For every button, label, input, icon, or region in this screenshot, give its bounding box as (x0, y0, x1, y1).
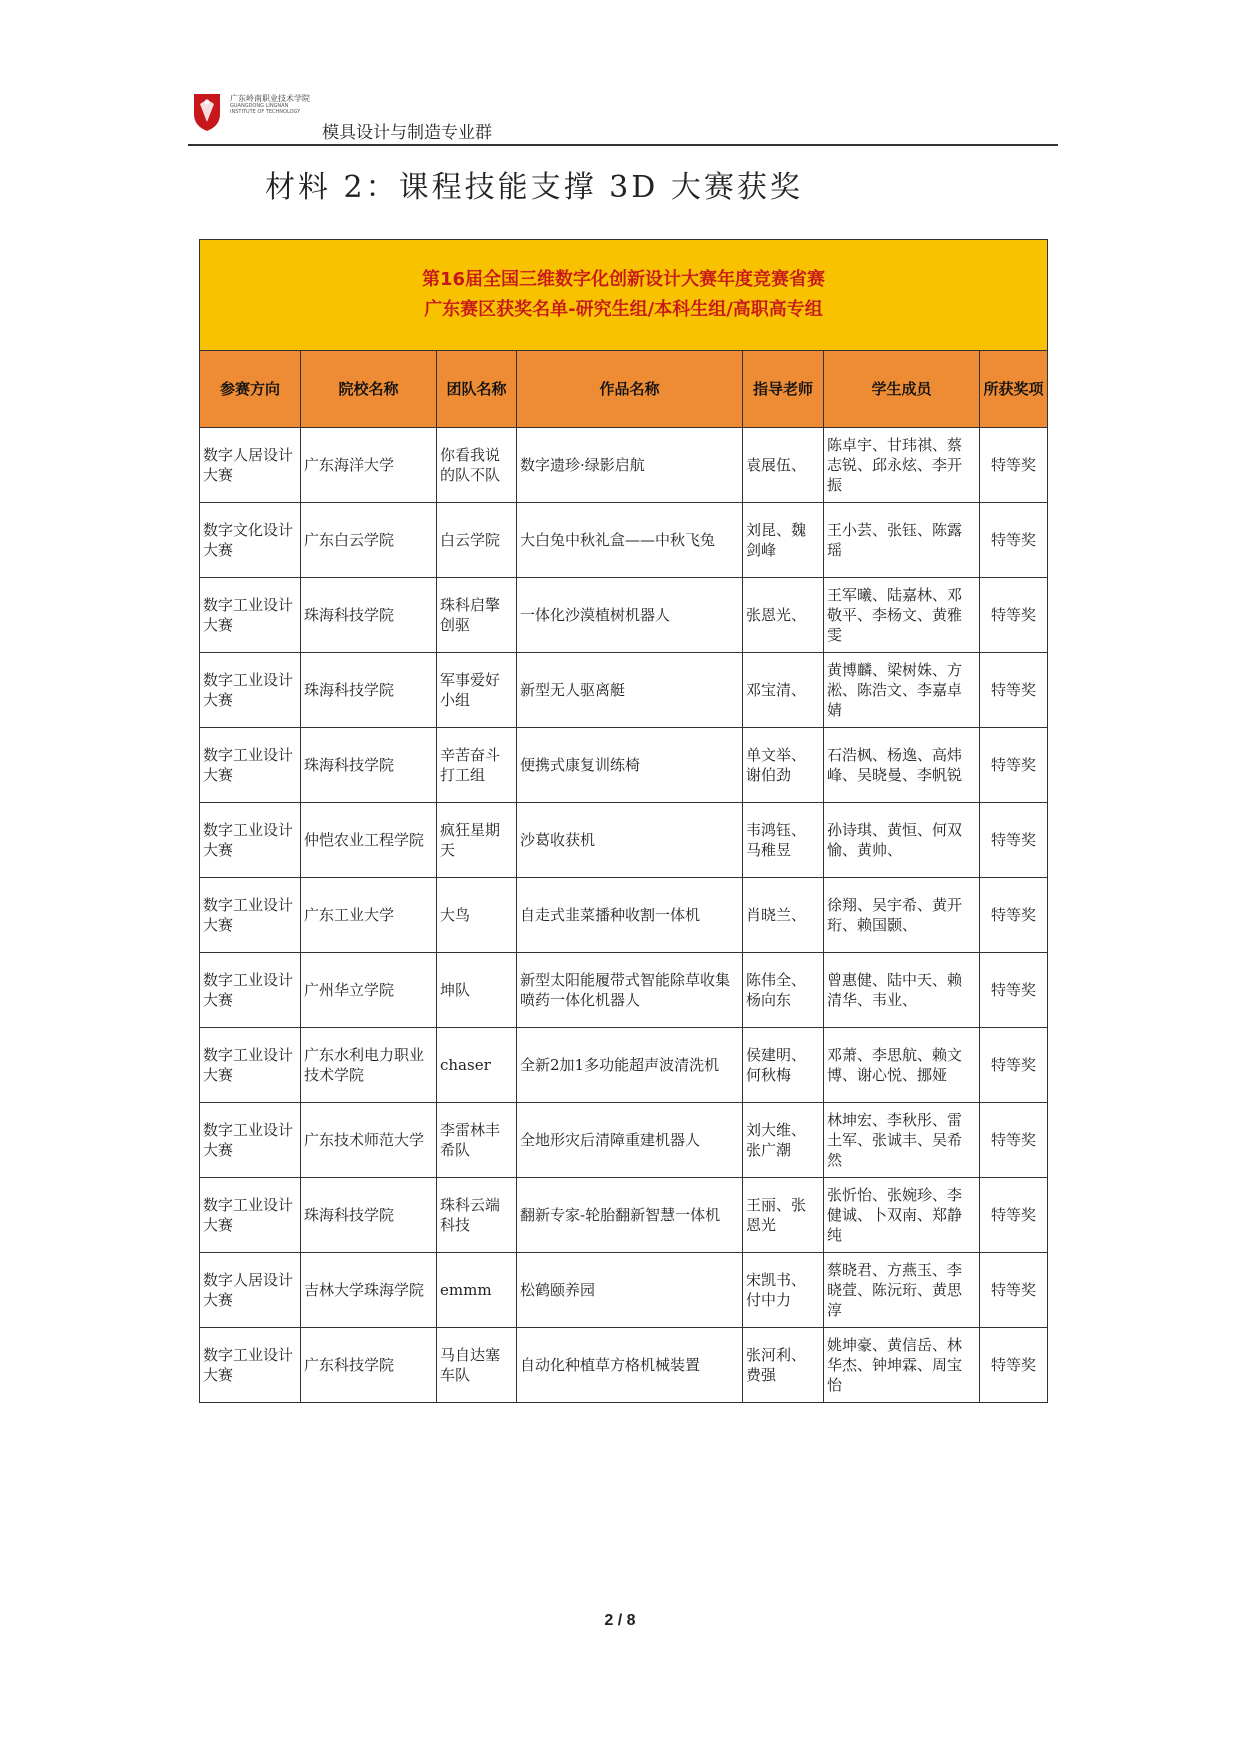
table-row (200, 578, 1048, 653)
school-cell: 广东白云学院 (301, 503, 437, 578)
work-title-cell: 翻新专家-轮胎翻新智慧一体机 (517, 1178, 743, 1253)
award-cell: 特等奖 (980, 728, 1048, 803)
award-cell: 特等奖 (980, 878, 1048, 953)
students-cell: 黄博麟、梁树姝、方淞、陈浩文、李嘉卓婧 (824, 653, 980, 728)
specialty-group-name: 模具设计与制造专业群 (322, 123, 492, 143)
table-row (200, 1253, 1048, 1328)
award-cell: 特等奖 (980, 503, 1048, 578)
school-cell: 广东科技学院 (301, 1328, 437, 1403)
page-header (188, 88, 1058, 146)
advisor-cell: 韦鸿钰、马稚昱 (743, 803, 824, 878)
team-cell: 李雷林丰希队 (437, 1103, 517, 1178)
advisor-cell: 单文举、谢伯劲 (743, 728, 824, 803)
page-number: 2 / 8 (604, 1612, 636, 1629)
work-title-cell: 全新2加1多功能超声波清洗机 (517, 1028, 743, 1103)
advisor-cell: 刘大维、张广潮 (743, 1103, 824, 1178)
table-banner (200, 240, 1048, 351)
team-cell: 你看我说的队不队 (437, 428, 517, 503)
category-cell: 数字工业设计大赛 (200, 953, 301, 1028)
team-cell: 军事爱好小组 (437, 653, 517, 728)
table-row (200, 728, 1048, 803)
column-header: 团队名称 (437, 351, 517, 428)
table-row (200, 803, 1048, 878)
category-cell: 数字工业设计大赛 (200, 878, 301, 953)
students-cell: 孙诗琪、黄恒、何双愉、黄帅、 (824, 803, 980, 878)
advisor-cell: 张恩光、 (743, 578, 824, 653)
table-row (200, 953, 1048, 1028)
award-cell: 特等奖 (980, 1028, 1048, 1103)
team-cell: emmm (437, 1253, 517, 1328)
work-title-cell: 松鹤颐养园 (517, 1253, 743, 1328)
category-cell: 数字工业设计大赛 (200, 1103, 301, 1178)
advisor-cell: 邓宝清、 (743, 653, 824, 728)
column-header: 学生成员 (824, 351, 980, 428)
advisor-cell: 陈伟全、杨向东 (743, 953, 824, 1028)
category-cell: 数字文化设计大赛 (200, 503, 301, 578)
award-cell: 特等奖 (980, 1328, 1048, 1403)
award-cell: 特等奖 (980, 1103, 1048, 1178)
advisor-cell: 肖晓兰、 (743, 878, 824, 953)
school-cell: 广州华立学院 (301, 953, 437, 1028)
school-logo-icon (192, 92, 222, 132)
category-cell: 数字人居设计大赛 (200, 428, 301, 503)
students-cell: 张忻怡、张婉珍、李健诚、卜双南、郑静纯 (824, 1178, 980, 1253)
school-cell: 珠海科技学院 (301, 728, 437, 803)
team-cell: 马自达塞车队 (437, 1328, 517, 1403)
award-cell: 特等奖 (980, 428, 1048, 503)
banner-line-1: 第16届全国三维数字化创新设计大赛年度竞赛省赛 (421, 269, 826, 290)
table-row (200, 1028, 1048, 1103)
school-cell: 珠海科技学院 (301, 578, 437, 653)
award-cell: 特等奖 (980, 578, 1048, 653)
students-cell: 徐翔、吴宇希、黄开珩、赖国颢、 (824, 878, 980, 953)
school-cell: 吉林大学珠海学院 (301, 1253, 437, 1328)
students-cell: 邓萧、李思航、赖文博、谢心悦、挪娅 (824, 1028, 980, 1103)
category-cell: 数字工业设计大赛 (200, 1328, 301, 1403)
team-cell: 珠科云端科技 (437, 1178, 517, 1253)
students-cell: 姚坤豪、黄信岳、林华杰、钟坤霖、周宝怡 (824, 1328, 980, 1403)
work-title-cell: 大白兔中秋礼盒——中秋飞兔 (517, 503, 743, 578)
students-cell: 陈卓宇、甘玮祺、蔡志锐、邱永炫、李开振 (824, 428, 980, 503)
category-cell: 数字工业设计大赛 (200, 1178, 301, 1253)
table-row (200, 653, 1048, 728)
advisor-cell: 刘昆、魏剑峰 (743, 503, 824, 578)
work-title-cell: 自走式韭菜播种收割一体机 (517, 878, 743, 953)
column-header: 所获奖项 (980, 351, 1048, 428)
students-cell: 石浩枫、杨逸、高炜峰、吴晓曼、李帆锐 (824, 728, 980, 803)
work-title-cell: 新型太阳能履带式智能除草收集喷药一体化机器人 (517, 953, 743, 1028)
award-cell: 特等奖 (980, 953, 1048, 1028)
column-header: 院校名称 (301, 351, 437, 428)
team-cell: 珠科启擎创驱 (437, 578, 517, 653)
award-cell: 特等奖 (980, 653, 1048, 728)
banner-line-2: 广东赛区获奖名单-研究生组/本科生组/高职高专组 (424, 299, 823, 320)
category-cell: 数字工业设计大赛 (200, 653, 301, 728)
category-cell: 数字人居设计大赛 (200, 1253, 301, 1328)
table-row (200, 503, 1048, 578)
category-cell: 数字工业设计大赛 (200, 1028, 301, 1103)
column-header: 指导老师 (743, 351, 824, 428)
table-row (200, 1178, 1048, 1253)
students-cell: 曾惠健、陆中天、赖清华、韦业、 (824, 953, 980, 1028)
school-cell: 广东海洋大学 (301, 428, 437, 503)
team-cell: 疯狂星期天 (437, 803, 517, 878)
school-cell: 广东工业大学 (301, 878, 437, 953)
advisor-cell: 宋凯书、付中力 (743, 1253, 824, 1328)
team-cell: chaser (437, 1028, 517, 1103)
work-title-cell: 新型无人驱离艇 (517, 653, 743, 728)
advisor-cell: 袁展伍、 (743, 428, 824, 503)
school-cell: 广东水利电力职业技术学院 (301, 1028, 437, 1103)
table-row (200, 428, 1048, 503)
table-header-row (200, 351, 1048, 428)
table-row (200, 1328, 1048, 1403)
award-cell: 特等奖 (980, 1253, 1048, 1328)
team-cell: 坤队 (437, 953, 517, 1028)
school-cell: 珠海科技学院 (301, 1178, 437, 1253)
team-cell: 白云学院 (437, 503, 517, 578)
school-name-cn: 广东岭南职业技术学院 (230, 94, 310, 103)
students-cell: 王军曦、陆嘉林、邓敬平、李杨文、黄雅雯 (824, 578, 980, 653)
award-cell: 特等奖 (980, 803, 1048, 878)
column-header: 作品名称 (517, 351, 743, 428)
category-cell: 数字工业设计大赛 (200, 728, 301, 803)
school-name (230, 94, 310, 115)
team-cell: 大鸟 (437, 878, 517, 953)
category-cell: 数字工业设计大赛 (200, 578, 301, 653)
advisor-cell: 王丽、张恩光 (743, 1178, 824, 1253)
table-row (200, 1103, 1048, 1178)
school-cell: 广东技术师范大学 (301, 1103, 437, 1178)
school-name-en-1: GUANGDONG LINGNAN (230, 103, 289, 109)
work-title-cell: 自动化种植草方格机械装置 (517, 1328, 743, 1403)
work-title-cell: 全地形灾后清障重建机器人 (517, 1103, 743, 1178)
work-title-cell: 沙葛收获机 (517, 803, 743, 878)
work-title-cell: 一体化沙漠植树机器人 (517, 578, 743, 653)
table-body (200, 428, 1048, 1403)
school-name-en-2: INSTITUTE OF TECHNOLOGY (230, 109, 301, 115)
advisor-cell: 张河利、费强 (743, 1328, 824, 1403)
award-cell: 特等奖 (980, 1178, 1048, 1253)
awards-table (199, 239, 1048, 1403)
column-header: 参赛方向 (200, 351, 301, 428)
material-title: 材料 2：课程技能支撑 3D 大赛获奖 (265, 170, 803, 205)
team-cell: 辛苦奋斗打工组 (437, 728, 517, 803)
work-title-cell: 数字遗珍·绿影启航 (517, 428, 743, 503)
school-cell: 珠海科技学院 (301, 653, 437, 728)
table-row (200, 878, 1048, 953)
advisor-cell: 侯建明、何秋梅 (743, 1028, 824, 1103)
students-cell: 蔡晓君、方燕玉、李晓萱、陈沅珩、黄思淳 (824, 1253, 980, 1328)
category-cell: 数字工业设计大赛 (200, 803, 301, 878)
work-title-cell: 便携式康复训练椅 (517, 728, 743, 803)
students-cell: 王小芸、张钰、陈露瑶 (824, 503, 980, 578)
students-cell: 林坤宏、李秋彤、雷土军、张诚丰、吴希然 (824, 1103, 980, 1178)
school-cell: 仲恺农业工程学院 (301, 803, 437, 878)
